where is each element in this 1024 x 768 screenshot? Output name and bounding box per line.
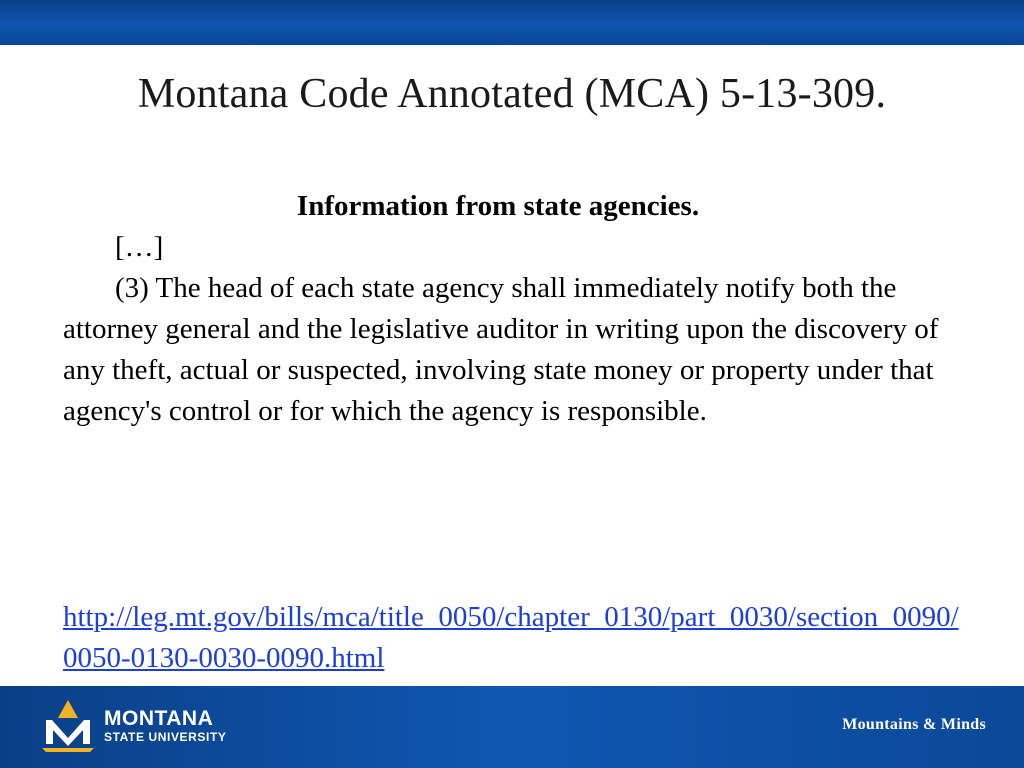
statute-link[interactable]: http://leg.mt.gov/bills/mca/title_0050/chapter_0130/part_0030/section_0090/0050-0130-0030-0090.html bbox=[63, 601, 959, 674]
msu-logo bbox=[38, 698, 227, 754]
logo-title: MONTANA bbox=[104, 707, 214, 730]
statute-paragraph bbox=[63, 268, 963, 432]
omission-marker: […] bbox=[115, 231, 164, 263]
header-bar bbox=[0, 0, 1024, 45]
statute-text: (3) The head of each state agency shall immediately notify both the attorney general and the legislative auditor in writing upon the discovery of any theft, actual or suspected, involving state money or property under that agency's control or for which the agency is responsible. bbox=[63, 272, 939, 427]
section-heading: Information from state agencies. bbox=[296, 190, 700, 222]
logo-subtitle: STATE UNIVERSITY bbox=[104, 730, 227, 744]
slide-body bbox=[63, 186, 963, 432]
tagline: Mountains & Minds bbox=[842, 716, 986, 733]
msu-m-mountain-logo-icon bbox=[38, 698, 98, 754]
slide-title: Montana Code Annotated (MCA) 5-13-309. bbox=[137, 71, 887, 117]
